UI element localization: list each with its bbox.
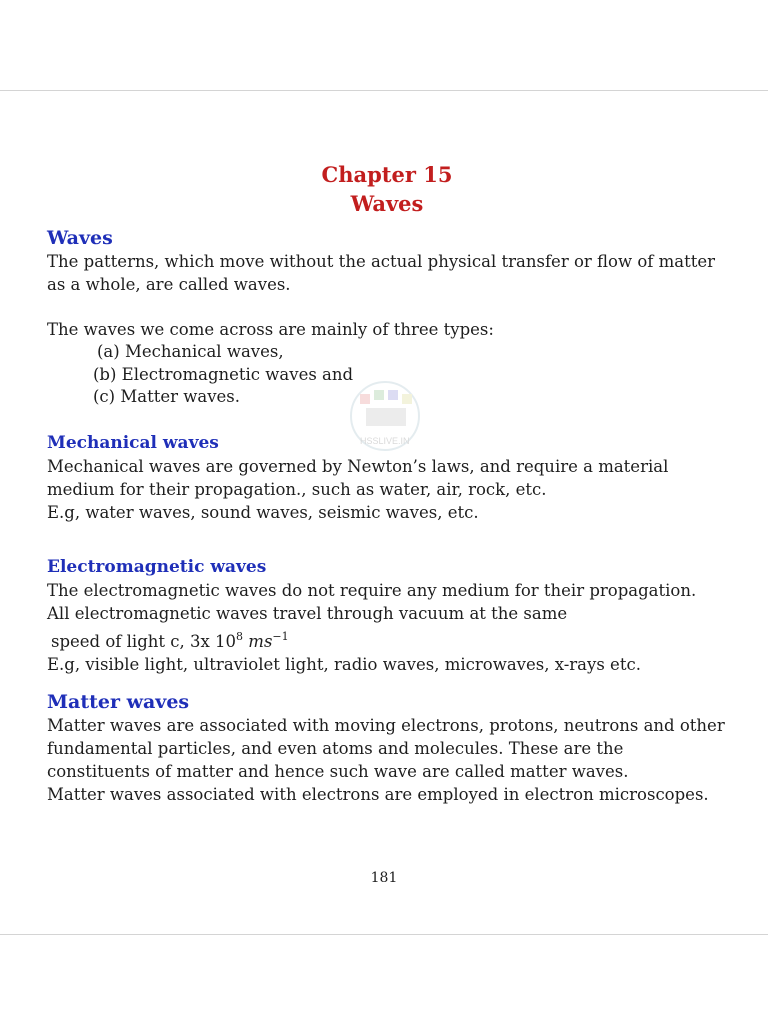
chapter-name: Waves bbox=[350, 191, 424, 216]
speed-unit: ms bbox=[243, 631, 273, 651]
page-content bbox=[47, 160, 727, 806]
wave-types-list bbox=[47, 341, 727, 409]
matter-waves-heading: Matter waves bbox=[47, 690, 190, 713]
waves-types-intro: The waves we come across are mainly of three types: bbox=[47, 320, 494, 339]
list-item: (c) Matter waves. bbox=[93, 387, 241, 406]
speed-unit-exponent: −1 bbox=[272, 629, 289, 643]
speed-exponent: 8 bbox=[236, 629, 244, 643]
mechanical-waves-heading: Mechanical waves bbox=[47, 432, 219, 453]
watermark-label: HSSLIVE.IN bbox=[360, 436, 410, 446]
top-divider bbox=[0, 90, 768, 91]
list-item: (a) Mechanical waves, bbox=[97, 342, 284, 361]
speed-of-light bbox=[47, 625, 727, 653]
waves-definition: The patterns, which move without the actual physical transfer or flow of matter as a whole, are called waves. bbox=[47, 252, 716, 294]
electromagnetic-waves-example: E.g, visible light, ultraviolet light, radio waves, microwaves, x-rays etc. bbox=[47, 654, 641, 674]
bottom-divider bbox=[0, 934, 768, 935]
matter-waves-text: Matter waves are associated with moving electrons, protons, neutrons and other fundamental particles, and even atoms and molecules. These are the constituents of matter and hence such wave are called matter waves. bbox=[47, 715, 725, 781]
electromagnetic-waves-vacuum: All electromagnetic waves travel through vacuum at the same bbox=[47, 603, 568, 623]
page-number: 181 bbox=[370, 870, 398, 886]
electromagnetic-waves-text: The electromagnetic waves do not require any medium for their propagation. bbox=[47, 580, 697, 600]
chapter-number: Chapter 15 bbox=[321, 162, 453, 187]
mechanical-waves-example: E.g, water waves, sound waves, seismic waves, etc. bbox=[47, 502, 479, 522]
electromagnetic-waves-heading: Electromagnetic waves bbox=[47, 556, 267, 577]
chapter-title bbox=[47, 160, 727, 218]
waves-heading: Waves bbox=[47, 227, 113, 249]
matter-waves-microscope: Matter waves associated with electrons are employed in electron microscopes. bbox=[47, 784, 709, 804]
mechanical-waves-text: Mechanical waves are governed by Newton’s laws, and require a material medium for their propagation., such as water, air, rock, etc. bbox=[47, 456, 669, 499]
speed-prefix: speed of light c, 3x 10 bbox=[51, 631, 237, 651]
list-item: (b) Electromagnetic waves and bbox=[93, 364, 354, 384]
